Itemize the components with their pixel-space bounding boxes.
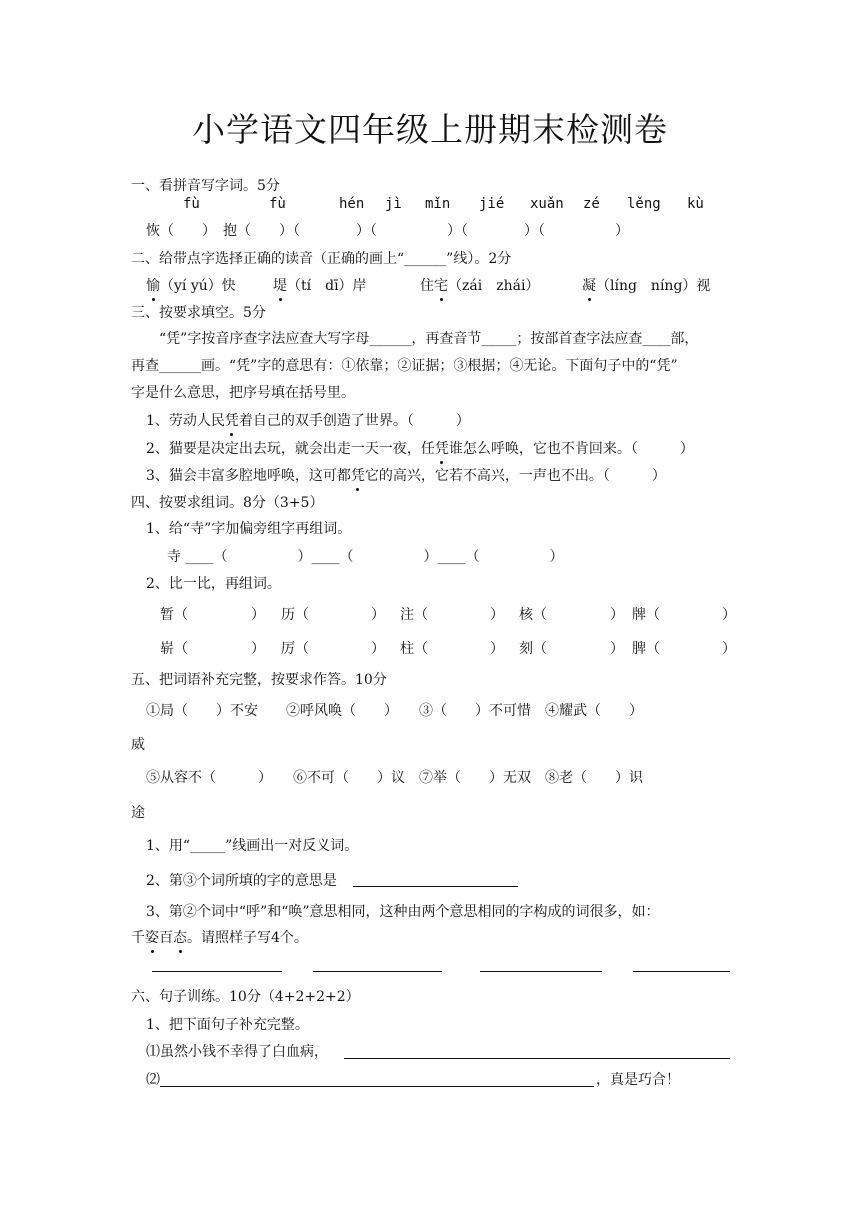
pinyin: xuǎn [530,196,564,212]
section-3-heading: 三、按要求填空。5分 [131,305,266,321]
question-text: 2、猫要是决定出去玩，就会出走一天一夜，任 [146,441,435,457]
answer-underline[interactable] [480,970,602,972]
compare-cell: 厉（ [281,641,309,657]
section-3-paragraph: “凭”字按音序查字法应查大写字母______，再查音节_____；按部首查字法应查____部， [159,331,699,347]
answer-underline[interactable] [313,970,442,972]
compare-cell: 柱（ [400,641,428,657]
answer-underline[interactable] [160,1085,594,1087]
idiom-row: ⑤从容不（ ） ⑥不可（ ）议 ⑦举（ ）无双 ⑧老（ ）识 [146,770,643,786]
compare-cell: 脾（ [632,641,660,657]
reading-options: （zái zhái） [448,278,540,294]
question-text: 着自己的双手创造了世界。（ ） [238,413,470,429]
answer-underline[interactable] [353,885,518,887]
dotted-char: 姿 [145,930,159,946]
pinyin: zé [583,196,600,212]
question-item: 1、给“寺”字加偏旁组字再组词。 [146,521,352,537]
pinyin: mǐn [425,196,451,212]
pinyin: lěng [627,196,661,212]
pinyin: hén [339,196,365,212]
dotted-char: 凝 [582,278,596,294]
dotted-char: 愉 [146,278,160,294]
sentence-b-suffix: ，真是巧合！ [596,1072,680,1088]
section-4-heading: 四、按要求组词。8分（3+5） [131,495,324,511]
compare-cell: ） [610,641,624,657]
dotted-char: 态 [173,930,187,946]
compare-cell: ） [371,607,385,623]
plain-char: 住 [420,278,434,294]
question-item: 2、比一比，再组词。 [146,576,281,592]
compare-cell: ） [251,641,265,657]
question-item [146,466,666,486]
reading-item [273,276,367,296]
idiom-row-wrap: 威 [131,737,145,753]
compare-cell: ） [490,607,504,623]
compare-cell: ） [722,607,736,623]
question-item: 1、把下面句子补充完整。 [146,1017,309,1033]
question-text: 3、猫会丰富多腔地呼唤，这可都 [146,468,351,484]
question-item [146,439,694,459]
reading-item [582,276,710,296]
answer-underline[interactable] [152,970,282,972]
question-text: 。请照样子写4个。 [187,930,308,946]
question-text: 1、劳动人民 [146,413,225,429]
compare-cell: 崭（ [160,641,188,657]
word-building-line: 寺 ____（ ）____（ ）____（ ） [167,549,564,565]
reading-item [420,276,539,296]
dotted-char: 凭 [224,413,239,429]
question-item [131,928,308,948]
sentence-b-prefix: ⑵ [146,1072,160,1088]
compare-cell: ） [610,607,624,623]
section-3-paragraph: 字是什么意思，把序号填在括号里。 [131,385,355,401]
compare-cell: ） [251,607,265,623]
compare-cell: 牌（ [632,607,660,623]
pinyin: jì [385,196,402,212]
question-item: 1、用“_____”线画出一对反义词。 [146,838,359,854]
reading-options: （tí dī）岸 [287,278,367,294]
compare-cell: ） [722,641,736,657]
question-text: 千 [131,930,145,946]
compare-cell: 历（ [281,607,309,623]
question-item: 3、第②个词中“呼”和“唤”意思相同，这种由两个意思相同的字构成的词很多，如： [146,904,660,920]
section-1-answer-line: 恢（ ） 抱（ ）（ ）（ ）（ ）（ ） [146,223,629,239]
question-text: 谁怎么呼唤，它也不肯回来。（ ） [448,441,694,457]
compare-cell: 刻（ [519,641,547,657]
reading-options: （líng níng）视 [596,278,711,294]
pinyin: kù [687,196,704,212]
section-1-heading: 一、看拼音写字词。5分 [131,178,280,194]
question-text: 百 [159,930,173,946]
idiom-row: ①局（ ）不安 ②呼风唤（ ） ③（ ）不可惜 ④耀武（ ） [146,703,643,719]
section-6-heading: 六、句子训练。10分（4+2+2+2） [131,989,360,1005]
answer-underline[interactable] [633,970,730,972]
compare-cell: 注（ [400,607,428,623]
reading-options: （yí yú）快 [160,278,236,294]
idiom-row-wrap: 途 [131,805,145,821]
pinyin: fù [183,196,200,212]
page-title: 小学语文四年级上册期末检测卷 [192,110,668,149]
section-5-heading: 五、把词语补充完整，按要求作答。10分 [131,672,387,688]
reading-item [146,276,236,296]
sentence-a: ⑴虽然小钱不幸得了白血病， [146,1044,328,1060]
answer-underline[interactable] [344,1057,730,1059]
dotted-char: 宅 [434,278,448,294]
dotted-char: 凭 [434,441,449,457]
section-2-heading: 二、给带点字选择正确的读音（正确的画上“______”线）。2分 [131,251,512,267]
question-item: 2、第③个词所填的字的意思是 [146,873,337,889]
pinyin: fù [269,196,286,212]
dotted-char: 凭 [350,468,365,484]
section-3-paragraph: 再查______画。“凭”字的意思有：①依靠；②证据；③根据；④无论。下面句子中的“凭” [131,358,678,374]
compare-cell: 暂（ [160,607,188,623]
dotted-char: 堤 [273,278,287,294]
pinyin: jié [479,196,505,212]
question-text: 它的高兴，它若不高兴，一声也不出。（ ） [364,468,666,484]
compare-cell: 核（ [519,607,547,623]
compare-cell: ） [490,641,504,657]
compare-cell: ） [371,641,385,657]
question-item [146,411,470,431]
